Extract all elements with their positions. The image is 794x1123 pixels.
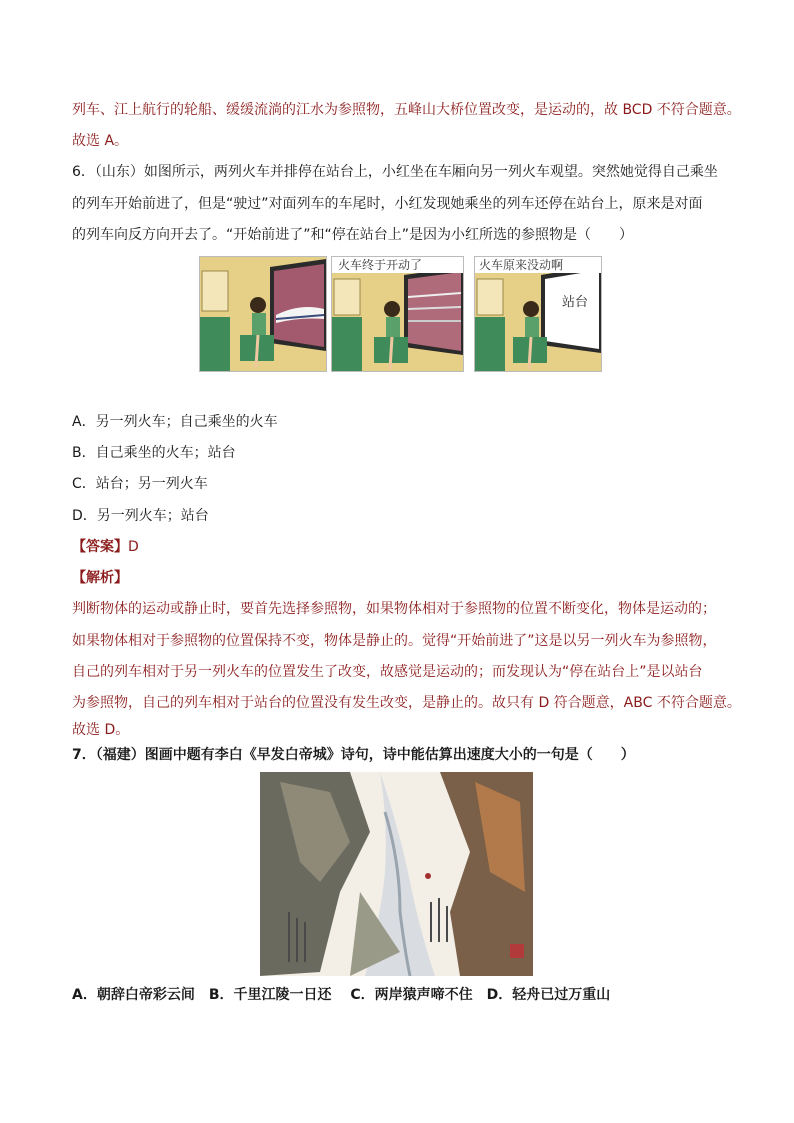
q6-figure-panel-2 [331,256,464,372]
q6-stem-line-2: 的列车开始前进了，但是“驶过”对面列车的车尾时，小红发现她乘坐的列车还停在站台上，原来是对面 [72,196,703,212]
train-window-scene-3 [475,257,601,371]
answer-value: D [128,539,139,555]
q6-option-c: C．站台；另一列火车 [72,476,208,492]
q6-figure-panel-3 [474,256,602,372]
q6-figure-caption-2: 火车终于开动了 [338,258,423,272]
q6-figure-panel-1 [199,256,327,372]
q6-option-a: A．另一列火车；自己乘坐的火车 [72,414,278,430]
analysis-line-2: 如果物体相对于参照物的位置保持不变，物体是静止的。觉得“开始前进了”这是以另一列火车为参照物， [72,633,717,649]
q7-options: A．朝辞白帝彩云间 B．千里江陵一日还 C．两岸猿声啼不住 D．轻舟已过万重山 [72,987,611,1003]
train-window-scene-2 [332,257,463,371]
answer-label: 【答案】 [72,539,128,555]
mountain-river-painting [260,772,533,976]
q6-figure-caption-3: 火车原来没动啊 [479,258,564,272]
analysis-line-1: 判断物体的运动或静止时，要首先选择参照物，如果物体相对于参照物的位置不断变化，物体是运动的； [72,601,716,617]
analysis-line-3: 自己的列车相对于另一列火车的位置发生了改变，故感觉是运动的；而发现认为“停在站台上”是以站台 [72,664,703,680]
train-window-scene-1 [200,257,326,371]
previous-answer-line-1: 列车、江上航行的轮船、缓缓流淌的江水为参照物，五峰山大桥位置改变，是运动的，故 BCD 不符合题意。 [72,102,741,118]
analysis-label: 【解析】 [72,570,128,586]
previous-answer-line-2: 故选 A。 [72,133,129,149]
q6-option-b: B．自己乘坐的火车；站台 [72,445,236,461]
q6-stem-line-1: 6．（山东）如图所示，两列火车并排停在站台上，小红坐在车厢向另一列火车观望。突然她觉得自己乘坐 [72,164,718,180]
q7-stem: 7．（福建）图画中题有李白《早发白帝城》诗句，诗中能估算出速度大小的一句是（ ） [72,747,635,763]
q6-option-d: D．另一列火车；站台 [72,508,209,524]
q6-stem-line-3: 的列车向反方向开去了。“开始前进了”和“停在站台上”是因为小红所选的参照物是（ ） [72,227,634,243]
q6-answer [72,537,139,557]
analysis-line-4: 为参照物，自己的列车相对于站台的位置没有发生改变，是静止的。故只有 D 符合题意，ABC 不符合题意。 [72,695,741,711]
q7-landscape-painting [260,772,533,976]
q6-figure-platform-label: 站台 [562,295,589,310]
analysis-line-5: 故选 D。 [72,722,130,738]
